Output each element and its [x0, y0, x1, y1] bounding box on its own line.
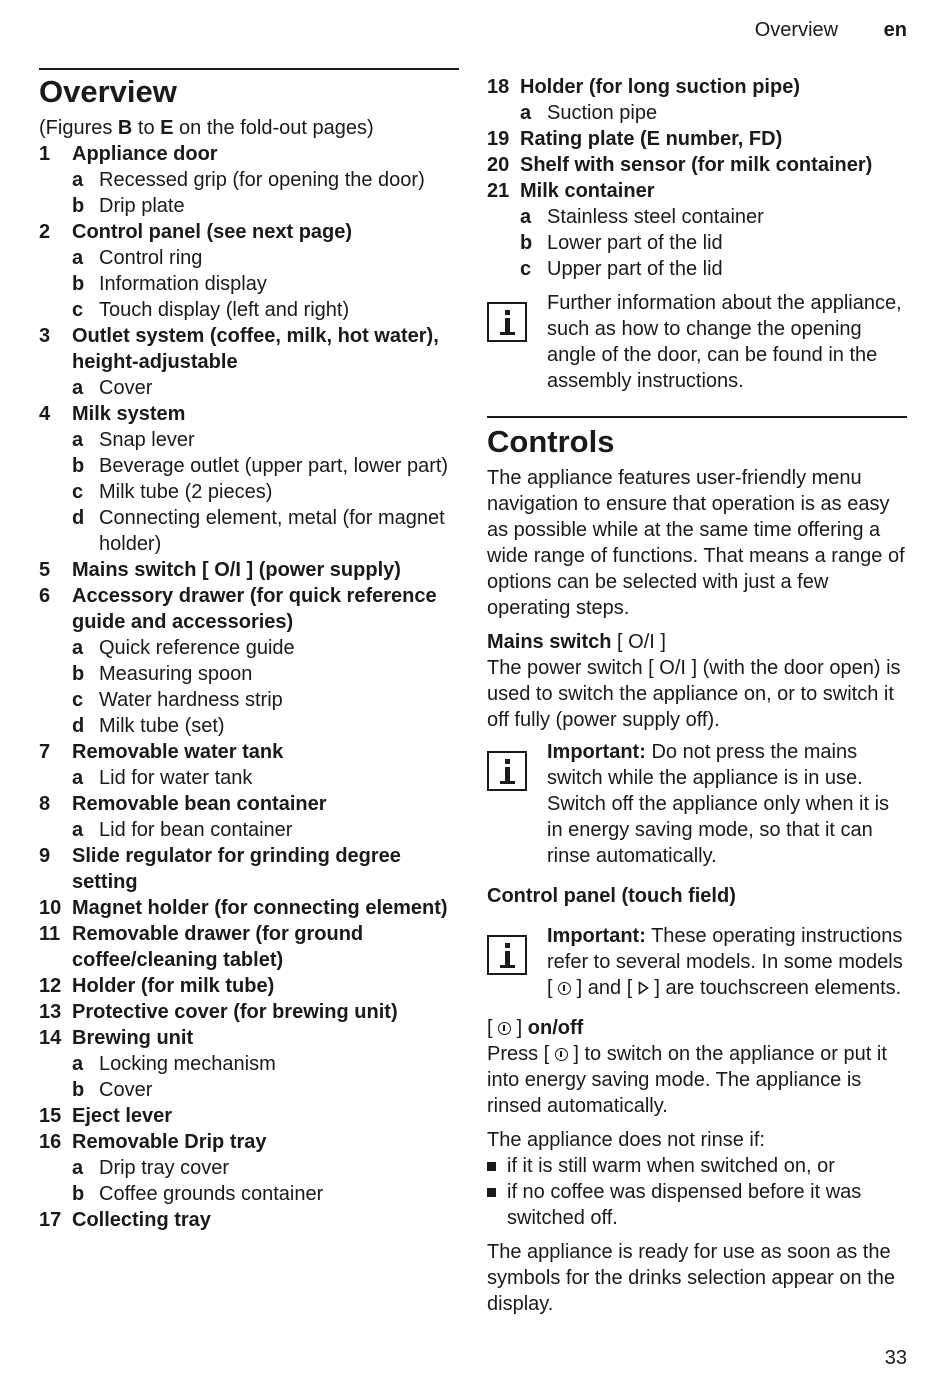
info-note: [487, 290, 907, 394]
important-note-2: [487, 923, 907, 1001]
sub-item-letter: a: [72, 1157, 84, 1179]
sub-item: [39, 427, 459, 453]
section-rule: [39, 68, 459, 70]
sub-item: [39, 687, 459, 713]
sub-item: [39, 167, 459, 193]
sub-item-letter: b: [72, 195, 85, 217]
item-label: Collecting tray: [72, 1209, 211, 1231]
onoff-heading: [ ] on/off: [487, 1017, 584, 1039]
item-number: 12: [39, 975, 62, 997]
power-icon: [555, 1048, 568, 1061]
item-label: Magnet holder (for connecting element): [72, 897, 448, 919]
sub-item-letter: a: [72, 767, 84, 789]
sub-item-letter: c: [520, 258, 532, 280]
item-number: 10: [39, 897, 62, 919]
control-panel-heading: Control panel (touch field): [487, 885, 736, 907]
sub-item-letter: b: [72, 273, 85, 295]
info-icon: [487, 302, 527, 342]
sub-item-letter: a: [72, 637, 84, 659]
bullet-item: if no coffee was dispensed before it was switched off.: [487, 1179, 907, 1231]
item-number: 8: [39, 793, 51, 815]
running-header: [755, 16, 907, 44]
sub-item-label: Milk tube (2 pieces): [99, 481, 273, 503]
list-item: [39, 323, 459, 375]
info-note-text: Further information about the appliance, such as how to change the opening angle of the door, can be found in the assembly instructions.: [547, 292, 902, 392]
item-label: Protective cover (for brewing unit): [72, 1001, 398, 1023]
item-number: 18: [487, 76, 510, 98]
sub-item: [39, 479, 459, 505]
overview-intro: (Figures B to E on the fold-out pages): [39, 117, 374, 139]
list-item: [39, 921, 459, 973]
item-number: 7: [39, 741, 51, 763]
info-icon: [487, 751, 527, 791]
item-label: Appliance door: [72, 143, 218, 165]
sub-item-label: Locking mechanism: [99, 1053, 276, 1075]
list-item: [39, 401, 459, 427]
item-label: Mains switch [ O/I ] (power supply): [72, 559, 401, 581]
item-number: 21: [487, 180, 510, 202]
sub-item-label: Snap lever: [99, 429, 195, 451]
item-label: Holder (for long suction pipe): [520, 76, 800, 98]
sub-item: [39, 245, 459, 271]
important-note-2-text: Important: These operating instructions refer to several models. In some models [ ] and [ ] are touchscreen elements.: [547, 925, 903, 999]
item-number: 1: [39, 143, 51, 165]
list-item: [39, 141, 459, 167]
sub-item-label: Beverage outlet (upper part, lower part): [99, 455, 449, 477]
sub-item-letter: a: [72, 819, 84, 841]
left-column: [39, 68, 459, 1233]
item-number: 5: [39, 559, 51, 581]
list-item: [39, 219, 459, 245]
section-rule: [487, 416, 907, 418]
sub-item-label: Upper part of the lid: [547, 258, 723, 280]
sub-item-label: Water hardness strip: [99, 689, 283, 711]
sub-item: [39, 635, 459, 661]
item-number: 2: [39, 221, 51, 243]
controls-intro: The appliance features user-friendly menu navigation to ensure that operation is as easy as possible while at the same time offering a wide range of functions. That means a range of options can be selected with just a few operating steps.: [487, 467, 905, 619]
sub-item-letter: a: [520, 102, 532, 124]
sub-item: [487, 100, 907, 126]
info-icon: [487, 935, 527, 975]
item-label: Slide regulator for grinding degree setting: [72, 845, 401, 893]
list-item: [39, 1129, 459, 1155]
sub-item-letter: b: [520, 232, 533, 254]
sub-item-letter: a: [72, 1053, 84, 1075]
header-language: en: [883, 19, 907, 41]
item-number: 16: [39, 1131, 62, 1153]
item-number: 3: [39, 325, 51, 347]
list-item: [39, 1207, 459, 1233]
sub-item-letter: c: [72, 299, 84, 321]
sub-item-letter: a: [72, 247, 84, 269]
parts-list-continued: [487, 74, 907, 282]
item-label: Milk system: [72, 403, 186, 425]
sub-item: [39, 1181, 459, 1207]
list-item: [39, 583, 459, 635]
sub-item-label: Lid for water tank: [99, 767, 253, 789]
sub-item-label: Lower part of the lid: [547, 232, 723, 254]
list-item: [39, 1025, 459, 1051]
sub-item-label: Lid for bean container: [99, 819, 293, 841]
sub-item: [487, 230, 907, 256]
sub-item: [39, 193, 459, 219]
sub-item-letter: a: [72, 169, 84, 191]
sub-item: [487, 204, 907, 230]
item-label: Rating plate (E number, FD): [520, 128, 783, 150]
bullet-item: if it is still warm when switched on, or: [487, 1153, 907, 1179]
sub-item-label: Touch display (left and right): [99, 299, 350, 321]
list-item: [39, 843, 459, 895]
list-item: [39, 999, 459, 1025]
item-number: 9: [39, 845, 51, 867]
item-number: 14: [39, 1027, 62, 1049]
sub-item-letter: d: [72, 507, 85, 529]
list-item: [487, 152, 907, 178]
sub-item: [39, 1155, 459, 1181]
sub-item: [487, 256, 907, 282]
item-label: Shelf with sensor (for milk container): [520, 154, 873, 176]
sub-item: [39, 817, 459, 843]
right-column: [487, 74, 907, 1317]
onoff-text: Press [ ] to switch on the appliance or put it into energy saving mode. The appliance is rinsed automatically.: [487, 1043, 887, 1117]
sub-item: [39, 1077, 459, 1103]
item-label: Control panel (see next page): [72, 221, 353, 243]
sub-item-letter: c: [72, 481, 84, 503]
mains-switch-heading: Mains switch [ O/I ]: [487, 631, 666, 653]
sub-item-label: Connecting element, metal (for magnet holder): [99, 507, 445, 555]
sub-item-label: Milk tube (set): [99, 715, 225, 737]
play-icon: [638, 981, 649, 995]
item-label: Brewing unit: [72, 1027, 194, 1049]
bullet-square-icon: [487, 1188, 496, 1197]
parts-list: [39, 141, 459, 1233]
sub-item-label: Drip plate: [99, 195, 185, 217]
sub-item: [39, 765, 459, 791]
sub-item-letter: a: [72, 377, 84, 399]
sub-item: [39, 271, 459, 297]
sub-item: [39, 1051, 459, 1077]
item-label: Removable water tank: [72, 741, 284, 763]
item-number: 19: [487, 128, 510, 150]
sub-item-letter: c: [72, 689, 84, 711]
item-label: Milk container: [520, 180, 655, 202]
important-note-1-text: Important: Do not press the mains switch while the appliance is in use. Switch off the appliance only when it is in energy saving mode, so that it can rinse automatically.: [547, 741, 890, 867]
sub-item: [39, 661, 459, 687]
sub-item-label: Suction pipe: [547, 102, 658, 124]
sub-item-letter: a: [520, 206, 532, 228]
list-item: [39, 557, 459, 583]
no-rinse-text: The appliance does not rinse if:: [487, 1129, 765, 1151]
item-number: 17: [39, 1209, 62, 1231]
item-number: 6: [39, 585, 51, 607]
sub-item-letter: b: [72, 1079, 85, 1101]
item-label: Removable drawer (for ground coffee/cleaning tablet): [72, 923, 364, 971]
mains-switch-text: The power switch [ O/I ] (with the door open) is used to switch the appliance on, or to switch it off fully (power supply off).: [487, 657, 901, 731]
sub-item-label: Stainless steel container: [547, 206, 764, 228]
overview-title: Overview: [39, 74, 177, 109]
list-item: [39, 973, 459, 999]
list-item: [487, 74, 907, 100]
sub-item-letter: d: [72, 715, 85, 737]
item-number: 20: [487, 154, 510, 176]
page-number: 33: [884, 1347, 907, 1369]
sub-item-letter: a: [72, 429, 84, 451]
sub-item: [39, 505, 459, 557]
list-item: [39, 791, 459, 817]
item-number: 11: [39, 923, 61, 945]
sub-item: [39, 713, 459, 739]
header-section-title: Overview: [754, 19, 839, 41]
sub-item-label: Drip tray cover: [99, 1157, 230, 1179]
item-number: 13: [39, 1001, 62, 1023]
sub-item-label: Coffee grounds container: [99, 1183, 324, 1205]
item-label: Holder (for milk tube): [72, 975, 275, 997]
item-number: 15: [39, 1105, 62, 1127]
power-icon: [558, 982, 571, 995]
controls-title: Controls: [487, 424, 615, 459]
sub-item-label: Measuring spoon: [99, 663, 253, 685]
item-label: Outlet system (coffee, milk, hot water), height-adjustable: [72, 325, 439, 373]
sub-item-letter: b: [72, 663, 85, 685]
sub-item-label: Control ring: [99, 247, 203, 269]
item-label: Removable bean container: [72, 793, 327, 815]
important-note-1: [487, 739, 907, 869]
list-item: [39, 895, 459, 921]
sub-item-letter: b: [72, 1183, 85, 1205]
list-item: [39, 739, 459, 765]
sub-item-label: Cover: [99, 1079, 153, 1101]
item-label: Accessory drawer (for quick reference guide and accessories): [72, 585, 437, 633]
sub-item-label: Cover: [99, 377, 153, 399]
list-item: [39, 1103, 459, 1129]
power-icon: [498, 1022, 511, 1035]
sub-item-label: Quick reference guide: [99, 637, 295, 659]
item-number: 4: [39, 403, 51, 425]
item-label: Removable Drip tray: [72, 1131, 267, 1153]
sub-item-label: Information display: [99, 273, 267, 295]
sub-item: [39, 375, 459, 401]
item-label: Eject lever: [72, 1105, 173, 1127]
ready-text: The appliance is ready for use as soon as the symbols for the drinks selection appear on the display.: [487, 1241, 895, 1315]
list-item: [487, 178, 907, 204]
bullet-square-icon: [487, 1162, 496, 1171]
sub-item: [39, 453, 459, 479]
list-item: [487, 126, 907, 152]
sub-item-letter: b: [72, 455, 85, 477]
sub-item: [39, 297, 459, 323]
sub-item-label: Recessed grip (for opening the door): [99, 169, 425, 191]
